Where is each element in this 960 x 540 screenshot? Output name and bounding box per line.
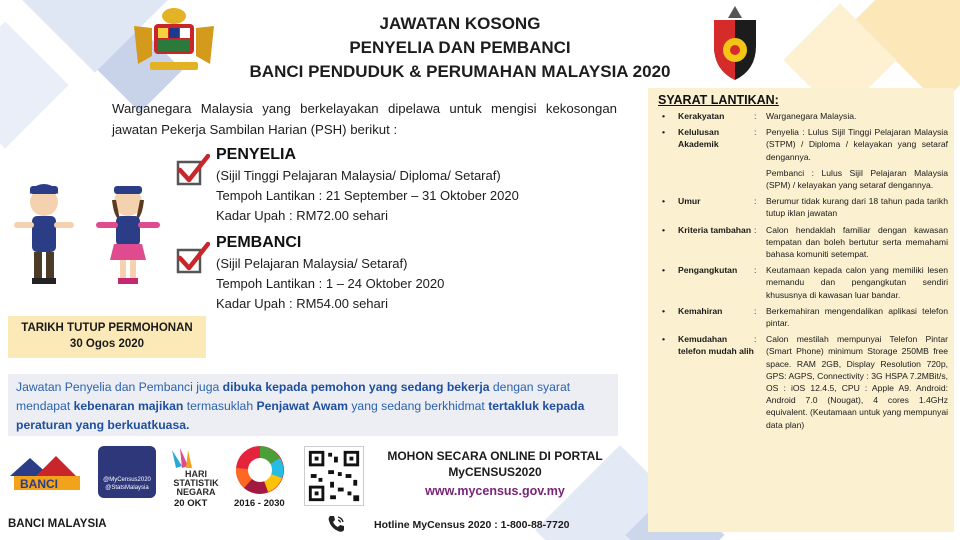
portal-name: MyCENSUS2020 <box>448 465 542 479</box>
position-period: Tempoh Lantikan : 1 – 24 Oktober 2020 <box>216 276 445 291</box>
partner-logos <box>6 442 296 512</box>
checkbox-checked-icon <box>176 242 210 276</box>
position-qualification: (Sijil Tinggi Pelajaran Malaysia/ Diploma/ Setaraf) <box>216 168 501 183</box>
eligibility-notice <box>8 374 618 436</box>
qr-code-icon[interactable] <box>304 446 364 506</box>
requirement-value: Calon mestilah mempunyai Telefon Pintar (Smart Phone) minimum Storage 250MB free space. RAM 2GB, Display Resolution 720p, GPS: AGPS, Connectivity : 3G HSPA 7.2MBit/s, OS : iOS 12.4.5, CPU : Apple A9. Android: Android 7.0 (Nougat), 4 cores 1.4GHz equivalent. (Keutamaan untuk yang mempunyai data plan) <box>766 334 949 430</box>
position-title: PEMBANCI <box>216 234 302 251</box>
bullet-icon: • <box>662 111 666 121</box>
position-wage: Kadar Upah : RM72.00 sehari <box>216 208 388 223</box>
requirement-value: Warganegara Malaysia. <box>766 111 857 121</box>
position-period: Tempoh Lantikan : 21 September – 31 Oktober 2020 <box>216 188 519 203</box>
social-media-badge <box>98 446 156 498</box>
requirement-label: Kelulusan Akademik <box>678 127 720 150</box>
requirement-value: Pembanci : Lulus Sijil Pelajaran Malaysia (SPM) / kelayakan yang setaraf dengannya. <box>766 167 948 191</box>
position-qualification: (Sijil Pelajaran Malaysia/ Setaraf) <box>216 256 408 271</box>
requirements-title: SYARAT LANTIKAN: <box>658 93 779 107</box>
department-crest-icon <box>700 4 770 82</box>
bullet-icon: • <box>662 196 666 207</box>
bullet-icon: • <box>662 265 666 276</box>
separator: : <box>754 305 757 316</box>
closing-date-label: TARIKH TUTUP PERMOHONAN <box>21 322 193 334</box>
requirement-value: Berkemahiran mengendalikan aplikasi telefon pintar. <box>766 305 948 329</box>
requirements-panel <box>648 88 954 532</box>
notice-emphasis: dibuka kepada pemohon yang sedang bekerja <box>222 380 490 394</box>
social-handle: @MyCensus2020 <box>103 477 151 483</box>
sdg-wheel-icon <box>234 444 286 496</box>
separator: : <box>754 224 757 235</box>
notice-text: yang sedang berkhidmat <box>347 399 489 413</box>
title-line: JAWATAN KOSONG <box>379 14 541 33</box>
position-wage: Kadar Upah : RM54.00 sehari <box>216 296 388 311</box>
requirement-label: Kemahiran <box>678 305 723 316</box>
decorative-diamond <box>0 21 69 148</box>
requirement-item <box>654 110 948 122</box>
notice-emphasis: kebenaran majikan <box>73 399 184 413</box>
separator: : <box>754 127 757 138</box>
portal-heading: MOHON SECARA ONLINE DI PORTAL <box>387 449 603 463</box>
requirement-label: Kemudahan telefon mudah alih <box>678 334 754 357</box>
social-handle: @StatsMalaysia <box>105 485 149 491</box>
requirement-item <box>654 333 948 431</box>
separator: : <box>754 111 757 121</box>
separator: : <box>754 265 757 276</box>
requirement-value: Calon hendaklah familiar dengan kawasan tempatan dan boleh bertutur serta memahami bahasa komuniti setempat. <box>766 224 948 260</box>
bullet-icon: • <box>662 334 666 345</box>
requirement-item <box>654 305 948 329</box>
hari-statistik-text <box>164 470 228 497</box>
title-line: BANCI PENDUDUK & PERUMAHAN MALAYSIA 2020 <box>249 62 671 81</box>
closing-date-box <box>8 316 206 358</box>
notice-text: dengan syarat mendapat <box>16 380 571 413</box>
notice-emphasis: tertakluk kepada peraturan yang berkuatkuasa. <box>16 399 585 432</box>
banci-logo-text: BANCI <box>20 477 58 491</box>
requirement-item <box>654 126 948 191</box>
intro-text: Warganegara Malaysia yang berkelayakan dipelawa untuk mengisi kekosongan jawatan Pekerja Sambilan Harian (PSH) berikut : <box>112 101 617 137</box>
hotline-number[interactable]: Hotline MyCensus 2020 : 1-800-88-7720 <box>374 519 570 531</box>
requirement-label: Kerakyatan <box>678 111 725 121</box>
hari-text: HARI <box>185 469 207 479</box>
hari-text: NEGARA <box>176 487 216 497</box>
footer-banci-malaysia: BANCI MALAYSIA <box>8 518 107 530</box>
requirement-label: Pengangkutan <box>678 265 738 276</box>
separator: : <box>754 334 757 345</box>
hari-text: STATISTIK <box>173 478 219 488</box>
hari-statistik-date: 20 OKT <box>174 498 208 509</box>
requirement-label: Umur <box>678 196 701 207</box>
online-portal-info <box>370 448 620 502</box>
bullet-icon: • <box>662 127 666 138</box>
page-title <box>230 12 690 84</box>
notice-text: termasuklah <box>183 399 257 413</box>
requirement-value: Keutamaan kepada calon yang memiliki lesen memandu dan pengangkutan sendiri khususnya di kawasan luar bandar. <box>766 265 948 300</box>
requirement-value: Berumur tidak kurang dari 18 tahun pada tarikh tutup iklan jawatan <box>766 196 948 219</box>
phone-icon <box>326 514 346 534</box>
requirement-item <box>654 224 948 261</box>
closing-date-value: 30 Ogos 2020 <box>69 338 145 350</box>
requirement-item <box>654 195 948 219</box>
requirement-label: Kriteria tambahan <box>678 224 752 235</box>
requirement-value: Penyelia : Lulus Sijil Tinggi Pelajaran Malaysia (STPM) / Diploma / kelayakan yang setaraf dengannya. <box>766 127 948 162</box>
banci-logo-icon <box>6 446 90 498</box>
bullet-icon: • <box>662 224 666 235</box>
portal-url-link[interactable]: www.mycensus.gov.my <box>425 484 565 498</box>
title-line: PENYELIA DAN PEMBANCI <box>349 38 571 57</box>
checkbox-checked-icon <box>176 154 210 188</box>
position-title: PENYELIA <box>216 146 297 163</box>
malaysia-coat-of-arms-icon <box>128 6 220 76</box>
separator: : <box>754 196 757 207</box>
census-mascots-illustration <box>4 178 169 293</box>
requirement-item <box>654 264 948 301</box>
notice-emphasis: Penjawat Awam <box>256 399 348 413</box>
sdg-years: 2016 - 2030 <box>234 498 285 509</box>
bullet-icon: • <box>662 305 666 316</box>
notice-text: Jawatan Penyelia dan Pembanci juga <box>16 380 223 394</box>
